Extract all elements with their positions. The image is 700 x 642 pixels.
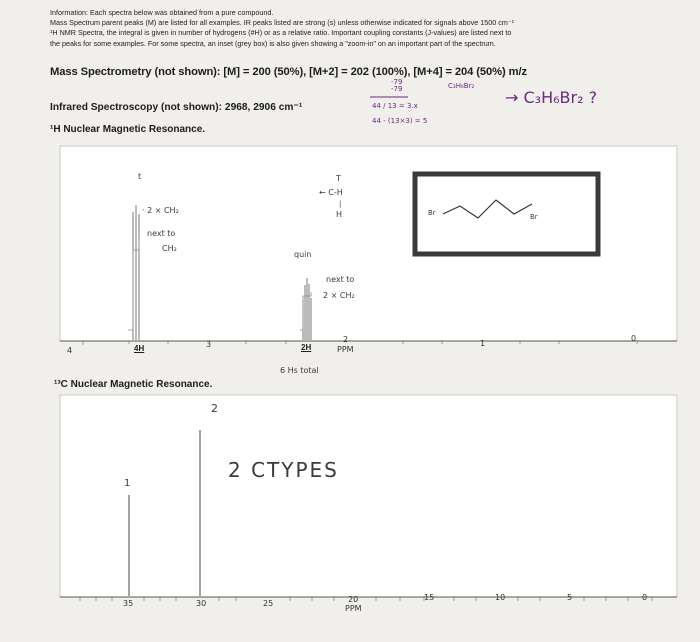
- note-minus79-b: -79: [391, 85, 403, 93]
- hnmr-ppm-label: PPM: [337, 345, 354, 354]
- mass-spec-line: Mass Spectrometry (not shown): [M] = 200 (50%), [M+2] = 202 (100%), [M+4] = 204 (50%) m/z: [50, 66, 527, 78]
- cnmr-title: ¹³C Nuclear Magnetic Resonance.: [54, 379, 213, 390]
- cnmr-tick-15: 15: [424, 593, 435, 602]
- hw-c-peak-1: 1: [124, 478, 131, 489]
- note-formula-small: C₃H₆Br₂: [448, 82, 475, 90]
- hnmr-tick-0: 0: [631, 334, 637, 343]
- hw-quin: quin: [294, 250, 312, 259]
- cnmr-tick-10: 10: [495, 593, 506, 602]
- hnmr-title: ¹H Nuclear Magnetic Resonance.: [50, 124, 206, 135]
- hnmr-tick-3: 3: [206, 340, 212, 349]
- hnmr-integral-2h: 2H: [301, 343, 312, 352]
- hnmr-tick-4: 4: [67, 346, 73, 355]
- cnmr-tick-20: 20: [348, 595, 359, 604]
- cnmr-tick-25: 25: [263, 599, 274, 608]
- hw-note-ch2: CH₂: [162, 244, 177, 253]
- hw-note-nextto: next to: [147, 229, 176, 238]
- cnmr-ppm-label: PPM: [345, 604, 362, 613]
- hw-struct-bar: |: [339, 200, 342, 208]
- note-minus79-a: -79: [391, 78, 403, 86]
- hnmr-integral-4h: 4H: [134, 344, 145, 353]
- inset-label-br-left: Br: [428, 209, 436, 217]
- hw-struct-bot: H: [336, 210, 343, 219]
- hw-struct-mid: ← C-H: [319, 188, 343, 197]
- hw-2xch2: 2 × CH₂: [323, 291, 355, 300]
- hw-c-peak-2: 2: [211, 402, 218, 415]
- info-line-3: ¹H NMR Spectra, the integral is given in number of hydrogens (#H) or as a relative ratio. Important coupling constants (J-values) are listed next to: [50, 28, 512, 38]
- info-line-1: Information: Each spectra below was obtained from a pure compound.: [50, 8, 274, 17]
- note-calc-2: 44 - (13×3) = 5: [372, 117, 428, 125]
- hnmr-tick-2: 2: [343, 335, 349, 344]
- cnmr-tick-35: 35: [123, 599, 134, 608]
- hw-next-to: next to: [326, 275, 355, 284]
- hw-struct-top: T: [336, 174, 341, 183]
- ir-line: Infrared Spectroscopy (not shown): 2968, 2906 cm⁻¹: [50, 102, 303, 113]
- hnmr-tick-1: 1: [480, 339, 486, 348]
- note-arrow-formula: → C₃H₆Br₂ ?: [505, 88, 598, 107]
- hw-total: 6 Hs total: [280, 366, 319, 375]
- note-calc-1: 44 / 13 = 3.x: [372, 102, 418, 110]
- info-line-2: Mass Spectrum parent peaks (M) are listed for all examples. IR peaks listed are strong (s) unless otherwise indicated for signals above 1500 cm⁻¹: [50, 18, 514, 28]
- info-line-4: the peaks for some examples. For some spectra, an inset (grey box) is also given showing a "zoom-in" on an important part of the spectrum.: [50, 38, 496, 48]
- hw-note-2xch2: · 2 × CH₂: [142, 206, 179, 215]
- cnmr-tick-5: 5: [567, 593, 573, 602]
- inset-label-br-right: Br: [530, 213, 538, 221]
- cnmr-tick-30: 30: [196, 599, 207, 608]
- cnmr-tick-0: 0: [642, 593, 648, 602]
- hw-c-types: 2 CTYPES: [228, 458, 339, 482]
- hw-peak-t: t: [138, 172, 142, 181]
